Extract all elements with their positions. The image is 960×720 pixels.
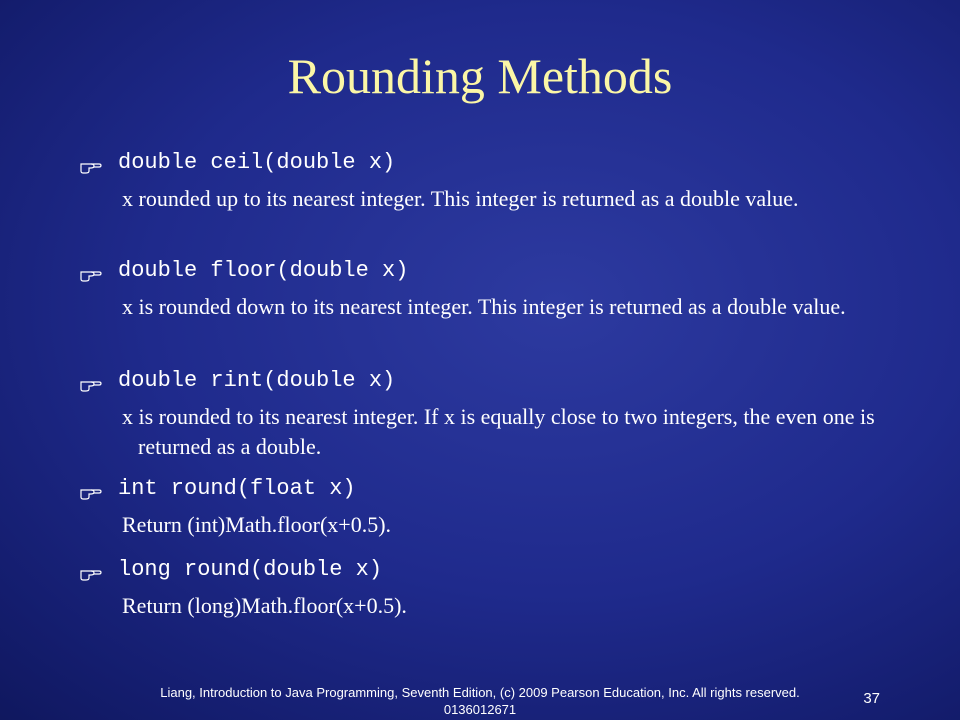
method-signature: double rint(double x) bbox=[118, 368, 396, 393]
pointing-hand-icon bbox=[80, 376, 102, 392]
footer-copyright: Liang, Introduction to Java Programming, Seventh Edition, (c) 2009 Pearson Education, Inc. All rights reserved. 0136012671 bbox=[160, 685, 800, 717]
method-description: x is rounded down to its nearest integer. This integer is returned as a double value. bbox=[122, 294, 846, 319]
method-description: x is rounded to its nearest integer. If x is equally close to two integers, the even one is returned as a double. bbox=[122, 404, 875, 459]
pointing-hand-icon bbox=[80, 266, 102, 282]
method-description: Return (int)Math.floor(x+0.5). bbox=[122, 512, 392, 537]
method-description: Return (long)Math.floor(x+0.5). bbox=[122, 593, 407, 618]
page-number: 37 bbox=[863, 690, 880, 707]
pointing-hand-icon bbox=[80, 565, 102, 581]
method-description: x rounded up to its nearest integer. This integer is returned as a double value. bbox=[122, 186, 799, 211]
pointing-hand-icon bbox=[80, 484, 102, 500]
method-signature: double ceil(double x) bbox=[118, 150, 396, 175]
method-signature: double floor(double x) bbox=[118, 258, 409, 283]
pointing-hand-icon bbox=[80, 158, 102, 174]
method-signature: int round(float x) bbox=[118, 476, 356, 501]
method-signature: long round(double x) bbox=[118, 557, 383, 582]
slide-title: Rounding Methods bbox=[287, 48, 673, 104]
